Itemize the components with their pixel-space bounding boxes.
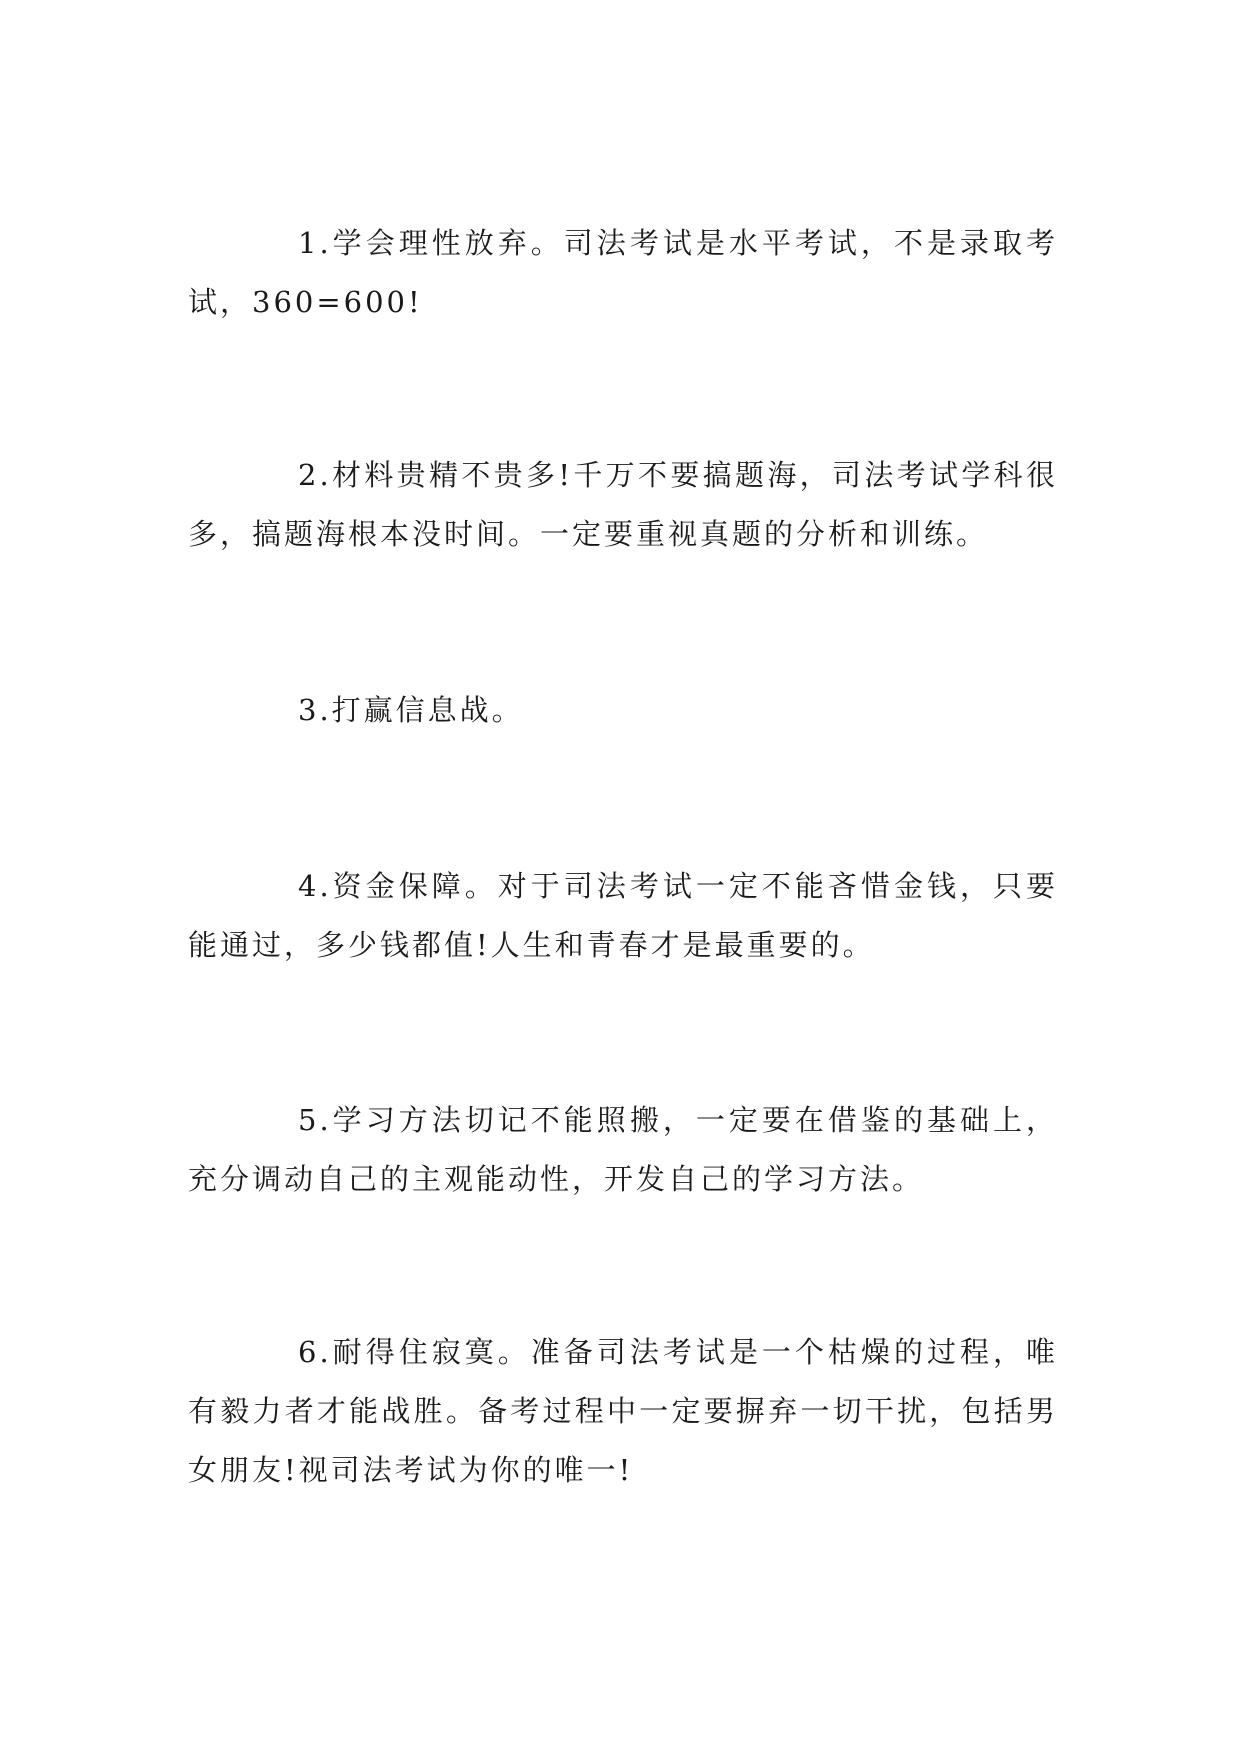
paragraph-1: 1.学会理性放弃。司法考试是水平考试，不是录取考试，360=600! <box>188 226 1058 319</box>
paragraph-5: 5.学习方法切记不能照搬，一定要在借鉴的基础上，充分调动自己的主观能动性，开发自己的学习方法。 <box>188 1103 1058 1196</box>
paragraph-3: 3.打赢信息战。 <box>298 693 524 727</box>
paragraph-4: 4.资金保障。对于司法考试一定不能吝惜金钱，只要能通过，多少钱都值!人生和青春才是最重要的。 <box>188 869 1058 962</box>
paragraph-6: 6.耐得住寂寞。准备司法考试是一个枯燥的过程，唯有毅力者才能战胜。备考过程中一定要摒弃一切干扰，包括男女朋友!视司法考试为你的唯一! <box>188 1335 1058 1487</box>
paragraph-2: 2.材料贵精不贵多!千万不要搞题海，司法考试学科很多，搞题海根本没时间。一定要重视真题的分析和训练。 <box>188 458 1058 551</box>
